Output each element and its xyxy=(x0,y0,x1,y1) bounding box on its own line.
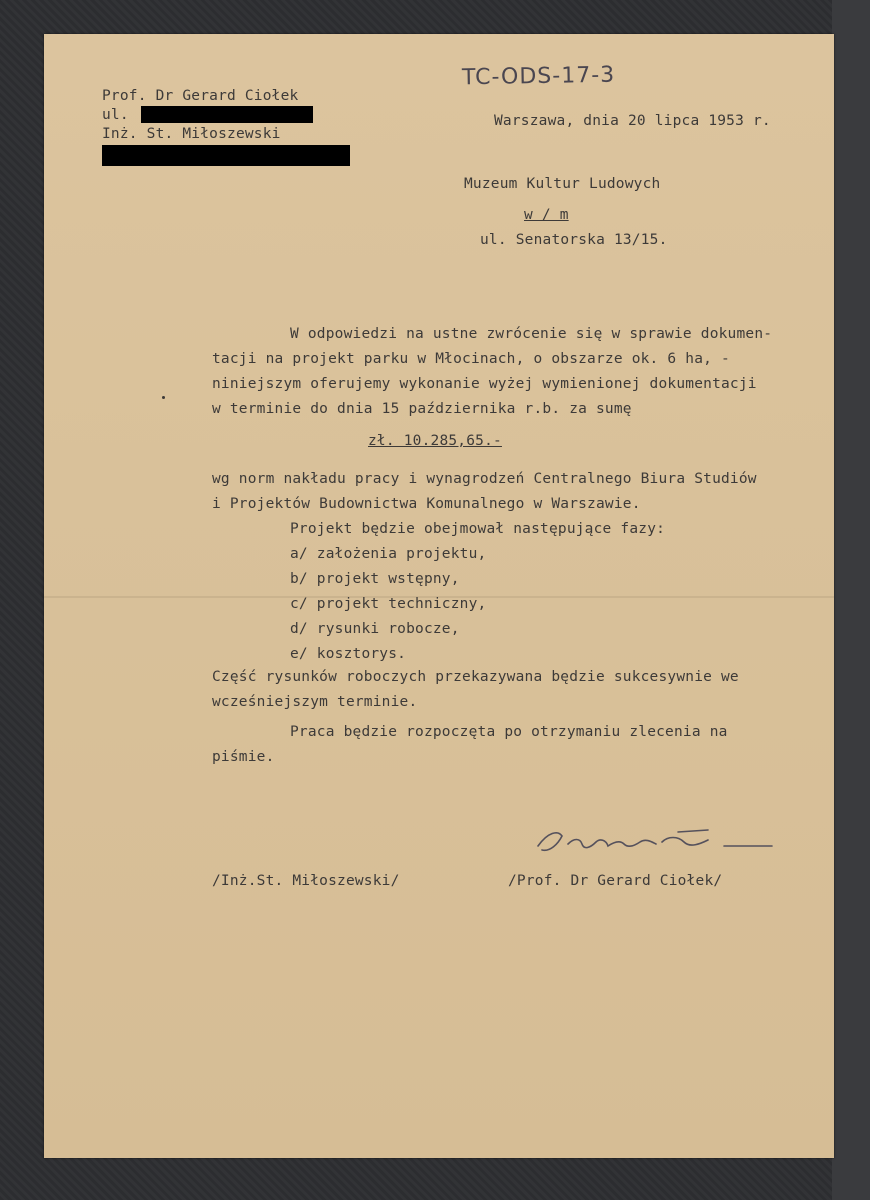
body-line-5: wg norm nakładu pracy i wynagrodzeń Centralnego Biura Studiów xyxy=(212,471,757,487)
archive-code-handwritten: TC-ODS-17-3 xyxy=(461,62,616,91)
body-line-8: wcześniejszym terminie. xyxy=(212,694,418,710)
signature-left: /Inż.St. Miłoszewski/ xyxy=(212,873,400,889)
handwritten-signature xyxy=(528,822,778,862)
stray-mark xyxy=(162,396,165,399)
phase-item: e/ kosztorys. xyxy=(290,646,407,662)
redaction-bar-2 xyxy=(102,145,350,166)
body-line-1: W odpowiedzi na ustne zwrócenie się w sprawie dokumen- xyxy=(290,326,773,342)
body-line-6: i Projektów Budownictwa Komunalnego w Warszawie. xyxy=(212,496,641,512)
phase-item: a/ założenia projektu, xyxy=(290,546,487,562)
body-line-3: niniejszym oferujemy wykonanie wyżej wymienionej dokumentacji xyxy=(212,376,757,392)
phase-item: c/ projekt techniczny, xyxy=(290,596,487,612)
body-line-7: Część rysunków roboczych przekazywana będzie sukcesywnie we xyxy=(212,669,739,685)
phase-item: d/ rysunki robocze, xyxy=(290,621,460,637)
body-line-2: tacji na projekt parku w Młocinach, o obszarze ok. 6 ha, - xyxy=(212,351,730,367)
redaction-bar-1 xyxy=(141,106,313,123)
body-line-10: piśmie. xyxy=(212,749,275,765)
recipient-wm: w / m xyxy=(524,207,569,223)
body-line-9: Praca będzie rozpoczęta po otrzymaniu zlecenia na xyxy=(290,724,728,740)
place-date: Warszawa, dnia 20 lipca 1953 r. xyxy=(494,113,771,129)
body-line-4: w terminie do dnia 15 października r.b. za sumę xyxy=(212,401,632,417)
recipient-name: Muzeum Kultur Ludowych xyxy=(464,176,661,192)
amount: zł. 10.285,65.- xyxy=(368,433,502,449)
sender-name: Prof. Dr Gerard Ciołek xyxy=(102,88,299,104)
recipient-street: ul. Senatorska 13/15. xyxy=(480,232,668,248)
scan-edge-strip xyxy=(832,0,870,1200)
letter-page xyxy=(44,34,834,1158)
phases-intro: Projekt będzie obejmował następujące fazy: xyxy=(290,521,666,537)
sender-street-label: ul. xyxy=(102,107,129,123)
phase-item: b/ projekt wstępny, xyxy=(290,571,460,587)
signature-right: /Prof. Dr Gerard Ciołek/ xyxy=(508,873,723,889)
sender-engineer: Inż. St. Miłoszewski xyxy=(102,126,281,142)
